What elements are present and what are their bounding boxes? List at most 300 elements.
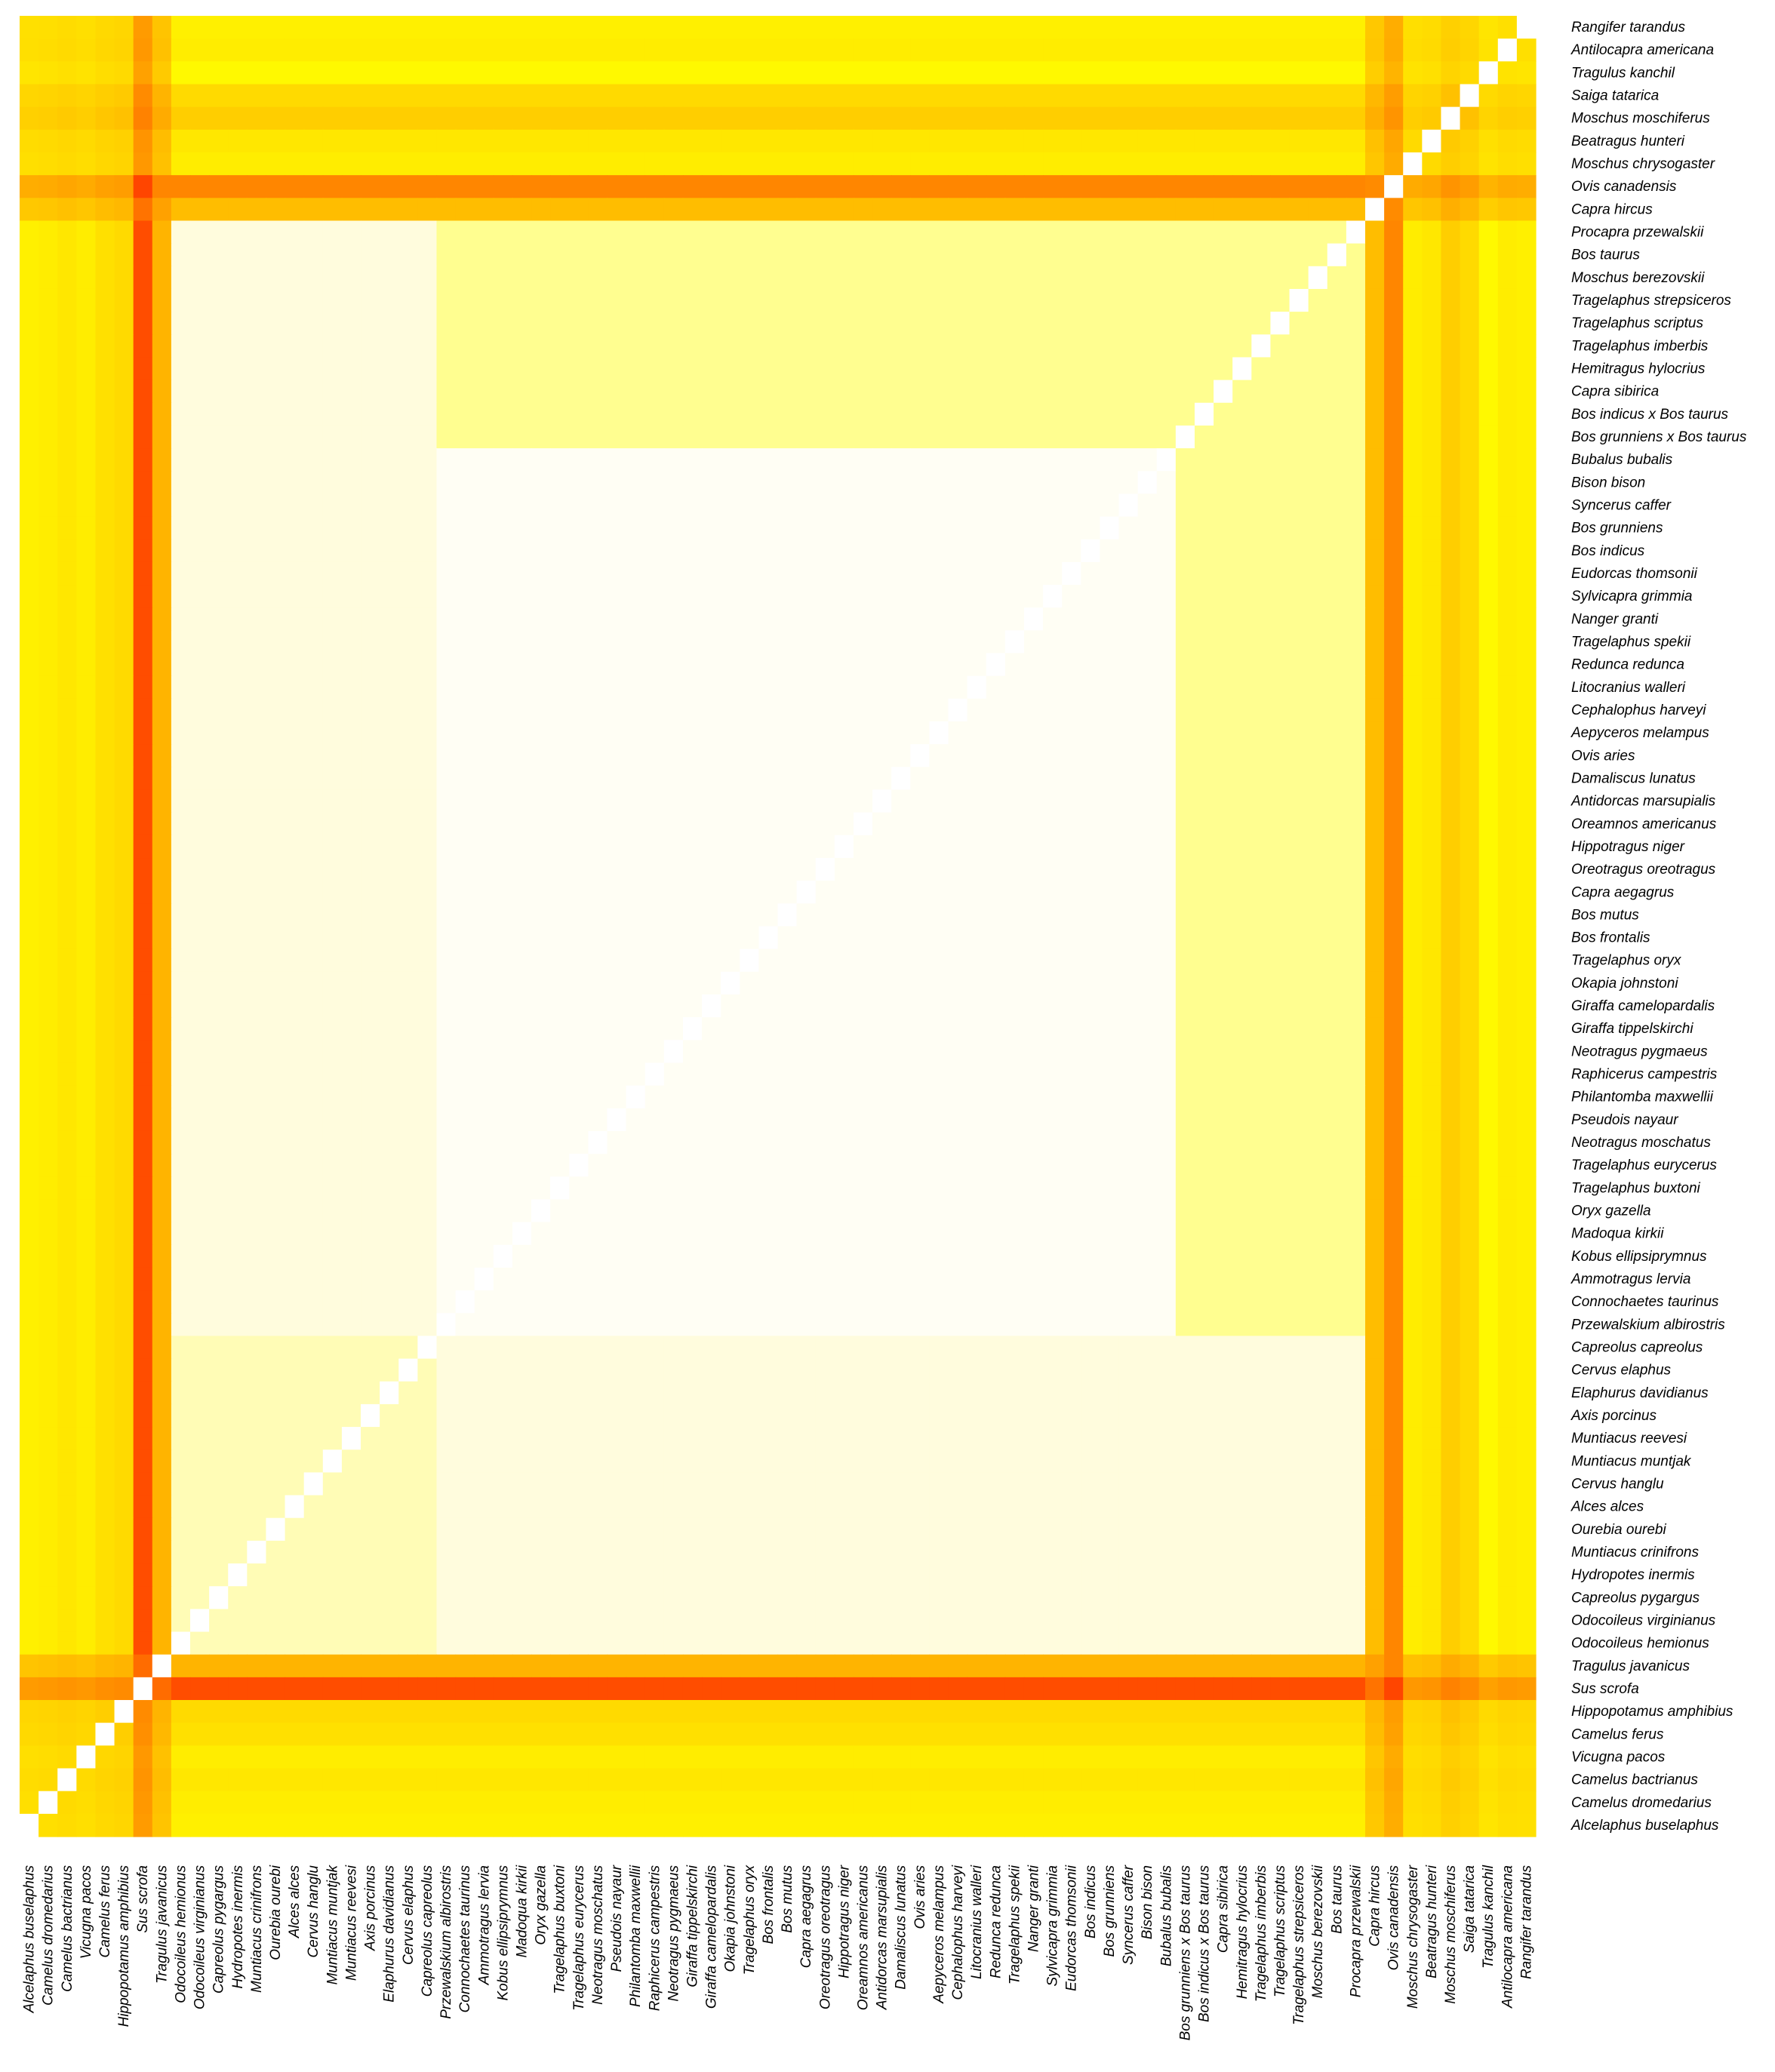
heatmap-cell (171, 1245, 191, 1268)
heatmap-cell (190, 380, 210, 404)
heatmap-cell (1290, 289, 1309, 312)
heatmap-cell (854, 289, 873, 312)
heatmap-cell (266, 881, 285, 904)
heatmap-cell (228, 471, 248, 494)
heatmap-cell (1309, 244, 1328, 267)
heatmap-cell (228, 767, 248, 790)
heatmap-cell (531, 426, 551, 449)
heatmap-cell (95, 175, 115, 198)
heatmap-cell (1290, 312, 1309, 335)
heatmap-cell (285, 927, 305, 950)
heatmap-cell (398, 790, 418, 813)
heatmap-cell (607, 152, 626, 176)
heatmap-cell (1119, 949, 1139, 973)
heatmap-cell (38, 881, 58, 904)
heatmap-cell (1460, 790, 1480, 813)
heatmap-cell (134, 630, 153, 653)
heatmap-cell (494, 130, 513, 153)
heatmap-cell (38, 266, 58, 290)
heatmap-cell (228, 927, 248, 950)
heatmap-cell (702, 721, 721, 745)
heatmap-cell (1214, 312, 1233, 335)
heatmap-cell (285, 903, 305, 927)
heatmap-cell (1422, 881, 1441, 904)
heatmap-cell (57, 289, 77, 312)
heatmap-cell (816, 1336, 835, 1359)
heatmap-cell (683, 16, 703, 39)
heatmap-cell (1309, 653, 1328, 677)
heatmap-cell (323, 585, 343, 608)
heatmap-cell (816, 607, 835, 631)
heatmap-cell (512, 835, 532, 859)
heatmap-cell (398, 607, 418, 631)
heatmap-cell (1327, 835, 1347, 859)
heatmap-cell (1251, 1222, 1271, 1246)
heatmap-cell (1005, 448, 1025, 472)
heatmap-cell (1498, 84, 1518, 107)
heatmap-cell (171, 426, 191, 449)
heatmap-cell (1327, 403, 1347, 426)
heatmap-cell (1100, 1336, 1119, 1359)
heatmap-cell (910, 1382, 930, 1405)
heatmap-cell (1309, 152, 1328, 176)
heatmap-cell (1024, 903, 1044, 927)
heatmap-cell (1062, 334, 1081, 358)
heatmap-cell (835, 653, 854, 677)
heatmap-cell (949, 858, 968, 881)
heatmap-cell (1384, 540, 1404, 563)
heatmap-cell (1346, 16, 1366, 39)
heatmap-cell (342, 1062, 361, 1086)
heatmap-cell (854, 1382, 873, 1405)
heatmap-cell (626, 903, 646, 927)
heatmap-cell (38, 1313, 58, 1336)
heatmap-cell (835, 790, 854, 813)
heatmap-cell (266, 1154, 285, 1177)
heatmap-cell (304, 334, 324, 358)
heatmap-cell (758, 790, 778, 813)
heatmap-cell (721, 38, 740, 62)
heatmap-cell (1290, 380, 1309, 404)
heatmap-cell (986, 1336, 1006, 1359)
heatmap-cell (588, 1359, 608, 1382)
heatmap-cell (171, 972, 191, 995)
heatmap-cell (531, 220, 551, 244)
heatmap-cell (285, 994, 305, 1018)
heatmap-cell (304, 1108, 324, 1132)
heatmap-cell (645, 1290, 665, 1314)
heatmap-cell (1081, 607, 1100, 631)
heatmap-cell (588, 38, 608, 62)
heatmap-cell (171, 198, 191, 221)
heatmap-cell (702, 403, 721, 426)
heatmap-cell (1195, 540, 1214, 563)
heatmap-cell (398, 312, 418, 335)
heatmap-cell (380, 653, 399, 677)
heatmap-cell (664, 858, 684, 881)
heatmap-cell (664, 585, 684, 608)
heatmap-cell (1100, 1245, 1119, 1268)
heatmap-cell (456, 289, 475, 312)
heatmap-cell (569, 585, 589, 608)
heatmap-cell (891, 1336, 911, 1359)
heatmap-cell (569, 1040, 589, 1063)
heatmap-cell (1517, 1131, 1537, 1154)
heatmap-cell (531, 881, 551, 904)
heatmap-cell (417, 1086, 437, 1109)
heatmap-cell (835, 721, 854, 745)
heatmap-cell (380, 699, 399, 722)
heatmap-cell (361, 835, 380, 859)
heatmap-cell (740, 540, 759, 563)
heatmap-cell (986, 630, 1006, 653)
heatmap-cell (986, 471, 1006, 494)
heatmap-cell (228, 198, 248, 221)
heatmap-cell (835, 61, 854, 85)
heatmap-cell (456, 1131, 475, 1154)
heatmap-cell (1232, 175, 1252, 198)
heatmap-cell (986, 767, 1006, 790)
heatmap-cell (494, 903, 513, 927)
heatmap-cell (1232, 152, 1252, 176)
heatmap-cell (588, 607, 608, 631)
heatmap-cell (57, 38, 77, 62)
heatmap-cell (361, 630, 380, 653)
heatmap-cell (1081, 84, 1100, 107)
heatmap-cell (398, 107, 418, 131)
heatmap-cell (247, 1359, 266, 1382)
heatmap-cell (835, 1404, 854, 1428)
heatmap-cell (1460, 380, 1480, 404)
heatmap-cell (512, 289, 532, 312)
heatmap-cell (778, 699, 798, 722)
heatmap-cell (512, 130, 532, 153)
heatmap-cell (607, 448, 626, 472)
heatmap-cell (1479, 721, 1499, 745)
heatmap-cell (247, 175, 266, 198)
heatmap-cell (1214, 813, 1233, 836)
heatmap-cell (645, 699, 665, 722)
heatmap-cell (1195, 266, 1214, 290)
heatmap-cell (285, 380, 305, 404)
heatmap-cell (1460, 1359, 1480, 1382)
heatmap-cell (550, 130, 570, 153)
heatmap-cell (1309, 767, 1328, 790)
heatmap-cell (835, 949, 854, 973)
heatmap-cell (1119, 1268, 1139, 1291)
heatmap-cell (1270, 84, 1290, 107)
heatmap-cell (1441, 1176, 1460, 1200)
heatmap-cell (475, 471, 494, 494)
heatmap-cell (891, 198, 911, 221)
heatmap-cell (872, 858, 892, 881)
heatmap-cell (38, 562, 58, 586)
heatmap-cell (1157, 903, 1177, 927)
heatmap-cell (550, 1176, 570, 1200)
heatmap-cell (1309, 699, 1328, 722)
heatmap-cell (967, 562, 987, 586)
heatmap-cell (1195, 289, 1214, 312)
heatmap-cell (247, 1062, 266, 1086)
heatmap-cell (115, 1176, 134, 1200)
heatmap-cell (1081, 380, 1100, 404)
heatmap-cell (456, 813, 475, 836)
heatmap-cell (209, 130, 229, 153)
heatmap-cell (986, 1040, 1006, 1063)
heatmap-cell (1479, 1040, 1499, 1063)
heatmap-cell (361, 1062, 380, 1086)
heatmap-cell (209, 881, 229, 904)
heatmap-cell (57, 585, 77, 608)
heatmap-cell (20, 562, 39, 586)
heatmap-cell (986, 1268, 1006, 1291)
heatmap-cell (967, 881, 987, 904)
heatmap-cell (664, 38, 684, 62)
heatmap-cell (778, 448, 798, 472)
heatmap-cell (57, 1108, 77, 1132)
heatmap-cell (512, 744, 532, 767)
heatmap-cell (228, 1245, 248, 1268)
heatmap-cell (171, 721, 191, 745)
heatmap-cell (854, 426, 873, 449)
heatmap-cell (171, 562, 191, 586)
heatmap-cell (1460, 1108, 1480, 1132)
heatmap-cell (38, 517, 58, 540)
heatmap-cell (569, 1382, 589, 1405)
heatmap-cell (910, 1336, 930, 1359)
heatmap-cell (342, 1268, 361, 1291)
heatmap-cell (1138, 767, 1158, 790)
heatmap-cell (1138, 198, 1158, 221)
heatmap-cell (626, 198, 646, 221)
heatmap-cell (1327, 1268, 1347, 1291)
heatmap-cell (152, 1062, 172, 1086)
heatmap-cell (797, 927, 817, 950)
heatmap-cell (115, 517, 134, 540)
heatmap-cell (949, 152, 968, 176)
heatmap-cell (1365, 84, 1385, 107)
heatmap-cell (949, 1108, 968, 1132)
heatmap-cell (778, 1359, 798, 1382)
heatmap-cell (152, 562, 172, 586)
heatmap-cell (816, 152, 835, 176)
heatmap-cell (304, 585, 324, 608)
heatmap-cell (247, 585, 266, 608)
heatmap-cell (588, 630, 608, 653)
heatmap-cell (1100, 403, 1119, 426)
heatmap-cell (702, 152, 721, 176)
heatmap-cell (1043, 471, 1063, 494)
heatmap-cell (342, 790, 361, 813)
heatmap-cell (702, 244, 721, 267)
heatmap-cell (398, 130, 418, 153)
heatmap-cell (512, 244, 532, 267)
heatmap-cell (1346, 630, 1366, 653)
heatmap-cell (854, 813, 873, 836)
heatmap-cell (1100, 312, 1119, 335)
heatmap-cell (683, 813, 703, 836)
heatmap-cell (1232, 1108, 1252, 1132)
heatmap-cell (1346, 38, 1366, 62)
heatmap-cell (436, 562, 456, 586)
heatmap-cell (854, 630, 873, 653)
heatmap-cell (854, 585, 873, 608)
heatmap-cell (683, 903, 703, 927)
heatmap-cell (209, 38, 229, 62)
heatmap-cell (1498, 835, 1518, 859)
heatmap-cell (1005, 312, 1025, 335)
heatmap-cell (835, 607, 854, 631)
heatmap-cell (835, 1176, 854, 1200)
heatmap-cell (550, 585, 570, 608)
heatmap-cell (494, 858, 513, 881)
heatmap-cell (1043, 220, 1063, 244)
heatmap-cell (1441, 517, 1460, 540)
heatmap-cell (702, 1359, 721, 1382)
heatmap-cell (721, 312, 740, 335)
heatmap-cell (1460, 744, 1480, 767)
heatmap-cell (1005, 1268, 1025, 1291)
heatmap-cell (1043, 744, 1063, 767)
heatmap-cell (569, 1176, 589, 1200)
heatmap-cell (1081, 1359, 1100, 1382)
heatmap-cell (891, 426, 911, 449)
heatmap-cell (778, 835, 798, 859)
heatmap-cell (872, 585, 892, 608)
heatmap-cell (550, 949, 570, 973)
heatmap-cell (115, 1040, 134, 1063)
heatmap-cell (1100, 1108, 1119, 1132)
heatmap-cell (835, 835, 854, 859)
heatmap-cell (1498, 1359, 1518, 1382)
heatmap-cell (1479, 994, 1499, 1018)
heatmap-cell (1309, 1359, 1328, 1382)
heatmap-cell (872, 1062, 892, 1086)
heatmap-cell (342, 1108, 361, 1132)
heatmap-cell (512, 1336, 532, 1359)
heatmap-cell (76, 744, 96, 767)
heatmap-cell (1119, 540, 1139, 563)
heatmap-cell (645, 334, 665, 358)
heatmap-cell (475, 744, 494, 767)
heatmap-cell (228, 1040, 248, 1063)
heatmap-cell (986, 403, 1006, 426)
heatmap-cell (342, 1245, 361, 1268)
heatmap-cell (436, 835, 456, 859)
heatmap-cell (854, 1290, 873, 1314)
heatmap-cell (95, 767, 115, 790)
heatmap-cell (380, 813, 399, 836)
heatmap-cell (1460, 1040, 1480, 1063)
heatmap-cell (1309, 903, 1328, 927)
heatmap-cell (323, 653, 343, 677)
heatmap-cell (740, 744, 759, 767)
heatmap-cell (1517, 38, 1537, 62)
heatmap-cell (475, 107, 494, 131)
heatmap-cell (323, 493, 343, 517)
heatmap-cell (1422, 653, 1441, 677)
heatmap-cell (1422, 676, 1441, 699)
heatmap-cell (38, 813, 58, 836)
heatmap-cell (1441, 426, 1460, 449)
heatmap-cell (967, 835, 987, 859)
heatmap-cell (740, 699, 759, 722)
heatmap-cell (1403, 426, 1423, 449)
heatmap-cell (1422, 790, 1441, 813)
heatmap-cell (95, 1040, 115, 1063)
heatmap-cell (949, 448, 968, 472)
heatmap-cell (949, 1245, 968, 1268)
heatmap-cell (626, 1359, 646, 1382)
heatmap-cell (1138, 1176, 1158, 1200)
heatmap-cell (57, 699, 77, 722)
heatmap-cell (1251, 699, 1271, 722)
heatmap-cell (854, 1222, 873, 1246)
heatmap-cell (304, 244, 324, 267)
heatmap-cell (758, 881, 778, 904)
heatmap-cell (95, 881, 115, 904)
heatmap-cell (702, 107, 721, 131)
heatmap-cell (1176, 38, 1195, 62)
heatmap-cell (1498, 813, 1518, 836)
heatmap-cell (626, 1062, 646, 1086)
heatmap-cell (778, 1290, 798, 1314)
heatmap-cell (607, 1268, 626, 1291)
heatmap-cell (171, 1336, 191, 1359)
heatmap-cell (1005, 266, 1025, 290)
heatmap-cell (134, 517, 153, 540)
heatmap-cell (607, 244, 626, 267)
heatmap-cell (1290, 1199, 1309, 1222)
heatmap-cell (1270, 1245, 1290, 1268)
heatmap-cell (20, 1268, 39, 1291)
heatmap-cell (380, 1427, 399, 1450)
heatmap-cell (1290, 1017, 1309, 1041)
heatmap-cell (645, 220, 665, 244)
heatmap-cell (417, 676, 437, 699)
heatmap-cell (456, 244, 475, 267)
heatmap-cell (1024, 175, 1044, 198)
heatmap-cell (1251, 1199, 1271, 1222)
heatmap-cell (740, 927, 759, 950)
heatmap-cell (38, 1040, 58, 1063)
heatmap-cell (1422, 84, 1441, 107)
heatmap-cell (1290, 813, 1309, 836)
heatmap-cell (1422, 813, 1441, 836)
heatmap-cell (872, 1199, 892, 1222)
heatmap-cell (778, 38, 798, 62)
heatmap-cell (949, 1404, 968, 1428)
heatmap-cell (702, 903, 721, 927)
heatmap-cell (228, 676, 248, 699)
heatmap-cell (152, 927, 172, 950)
heatmap-cell (1157, 493, 1177, 517)
heatmap-cell (1498, 1108, 1518, 1132)
heatmap-cell (550, 152, 570, 176)
heatmap-cell (398, 198, 418, 221)
heatmap-cell (1422, 927, 1441, 950)
heatmap-cell (1309, 1154, 1328, 1177)
heatmap-cell (171, 1222, 191, 1246)
heatmap-cell (57, 676, 77, 699)
heatmap-cell (1460, 540, 1480, 563)
heatmap-cell (664, 1290, 684, 1314)
heatmap-cell (1290, 744, 1309, 767)
heatmap-cell (304, 949, 324, 973)
heatmap-cell (456, 790, 475, 813)
heatmap-cell (1346, 130, 1366, 153)
heatmap-cell (134, 1427, 153, 1450)
